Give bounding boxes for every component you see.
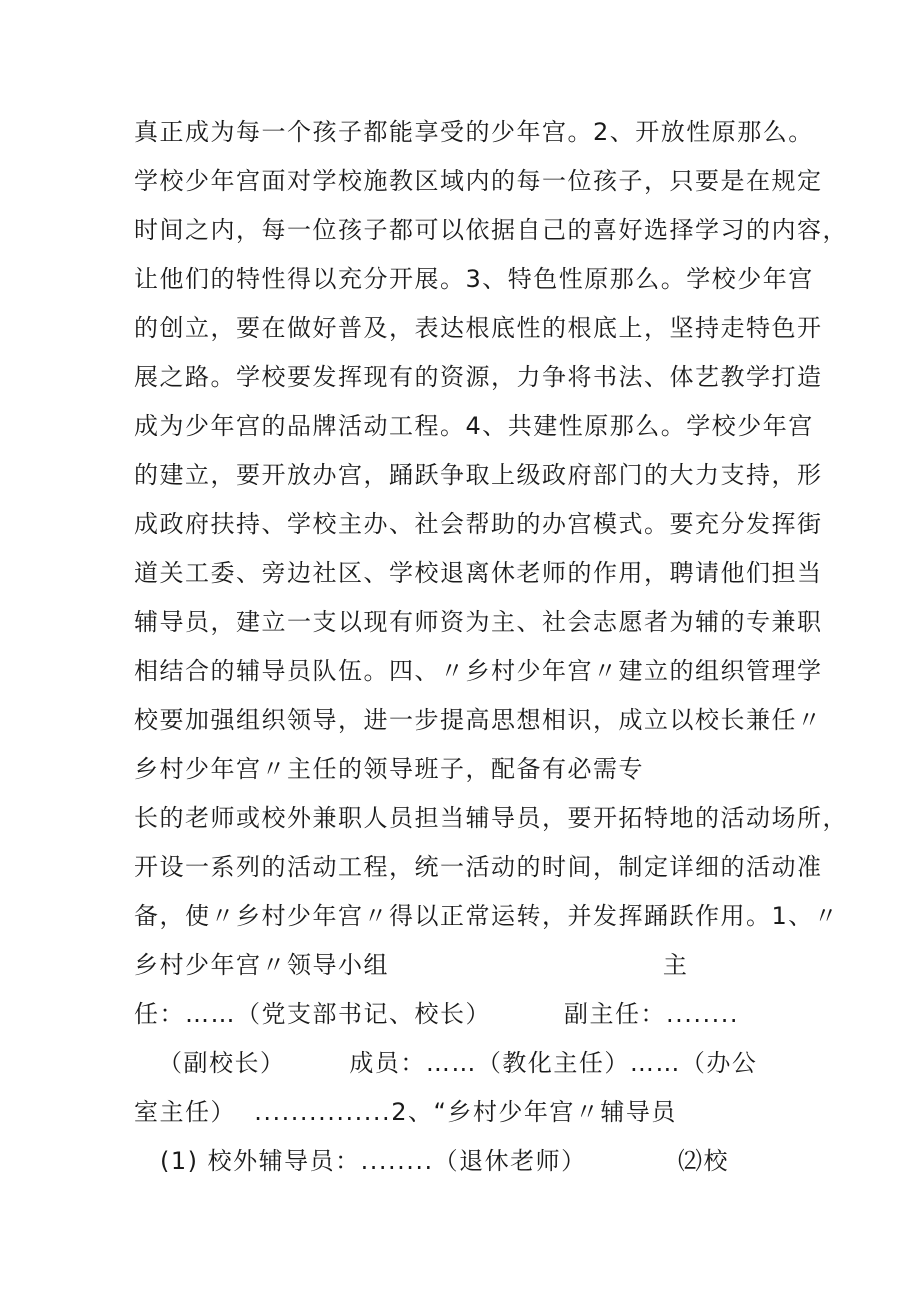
- text-line-5: 的创立，要在做好普及，表达根底性的根底上，坚持走特色开: [134, 314, 823, 342]
- text-line-10: 道关工委、旁边社区、学校退离休老师的作用，聘请他们担当: [134, 559, 823, 587]
- text-line-15: 长的老师或校外兼职人员担当辅导员，要开拓特地的活动场所，: [134, 804, 848, 832]
- text-line-22: (1) 校外辅导员：........（退休老师） ⑵校: [160, 1147, 729, 1175]
- text-line-14: 乡村少年宫〃主任的领导班子，配备有必需专: [134, 755, 644, 783]
- text-line-9: 成政府扶持、学校主办、社会帮助的办宫模式。要充分发挥街: [134, 510, 823, 538]
- text-line-3: 时间之内，每一位孩子都可以依据自己的喜好选择学习的内容，: [134, 216, 848, 244]
- text-line-11: 辅导员，建立一支以现有师资为主、社会志愿者为辅的专兼职: [134, 608, 823, 636]
- text-line-13: 校要加强组织领导，进一步提高思想相识，成立以校长兼任〃: [134, 706, 823, 734]
- text-line-7: 成为少年宫的品牌活动工程。4、共建性原那么。学校少年宫: [134, 412, 814, 440]
- text-line-12: 相结合的辅导员队伍。四、〃乡村少年宫〃建立的组织管理学: [134, 657, 823, 685]
- text-line-2: 学校少年宫面对学校施教区域内的每一位孩子，只要是在规定: [134, 167, 823, 195]
- text-line-16: 开设一系列的活动工程，统一活动的时间，制定详细的活动准: [134, 853, 823, 881]
- text-line-6: 展之路。学校要发挥现有的资源，力争将书法、体艺教学打造: [134, 363, 823, 391]
- text-line-18: 乡村少年宫〃领导小组 主: [134, 951, 689, 979]
- text-line-4: 让他们的特性得以充分开展。3、特色性原那么。学校少年宫: [134, 265, 814, 293]
- text-line-21: 室主任） ...............2、“乡村少年宫〃辅导员: [134, 1098, 677, 1126]
- text-line-20: （副校长） 成员：……（教化主任）……（办公: [158, 1049, 758, 1077]
- text-line-1: 真正成为每一个孩子都能享受的少年宫。2、开放性原那么。: [134, 118, 814, 146]
- text-line-8: 的建立，要开放办宫，踊跃争取上级政府部门的大力支持，形: [134, 461, 823, 489]
- text-line-17: 备，使〃乡村少年宫〃得以正常运转，并发挥踊跃作用。1、〃: [134, 902, 840, 930]
- text-line-19: 任：……（党支部书记、校长） 副主任：........: [134, 1000, 740, 1028]
